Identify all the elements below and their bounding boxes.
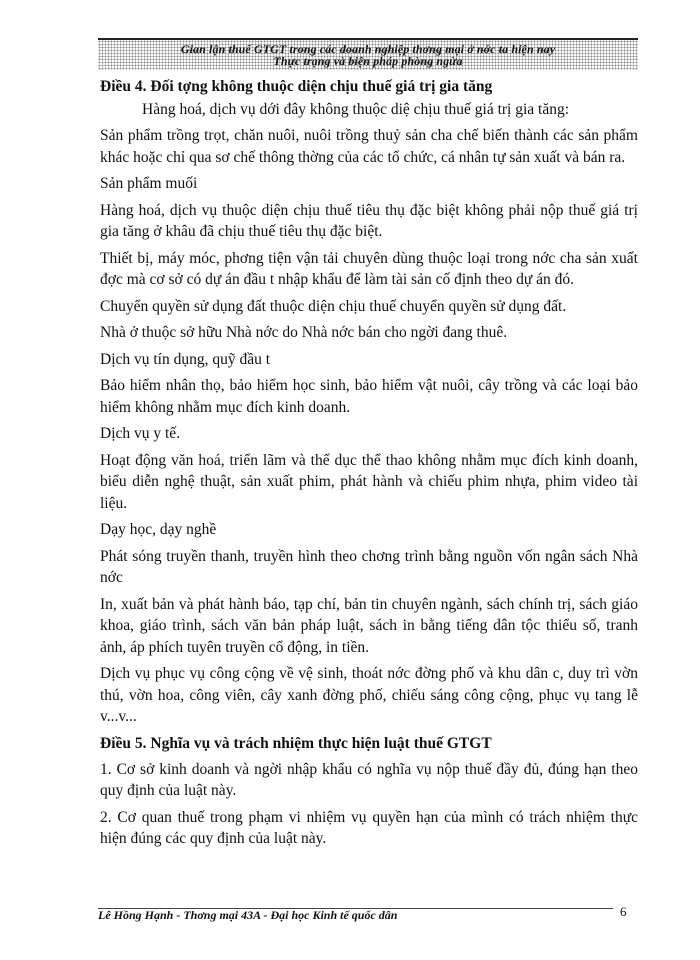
- article-4-item: Hoạt động văn hoá, triển lãm và thể dục thể thao không nhằm mục đích kinh doanh, biểu diễn nghệ thuật, sản xuất phim, phát hành và chiếu phim nhựa, phim video tài liệu.: [100, 451, 638, 512]
- article-4-item: Dịch vụ tín dụng, quỹ đầu t: [100, 350, 271, 368]
- article-5-item: 1. Cơ sở kinh doanh và ngời nhập khẩu có nghĩa vụ nộp thuế đầy đủ, đúng hạn theo quy định của luật này.: [100, 760, 638, 799]
- article-4-item: Chuyển quyền sử dụng đất thuộc diện chịu thuế chuyển quyền sử dụng đất.: [100, 297, 567, 315]
- article-4-item: Dịch vụ phục vụ công cộng về vệ sinh, thoát nớc đờng phố và khu dân c, duy trì vờn thú, vờn hoa, công viên, cây xanh đờng phố, chiếu sáng công cộng, phục vụ tang lễ v...v...: [100, 665, 638, 725]
- article-4-item: Dạy học, dạy nghề: [100, 521, 217, 538]
- article-4-item: Bảo hiểm nhân thọ, bảo hiểm học sinh, bảo hiểm vật nuôi, cây trồng và các loại bảo hiểm không nhằm mục đích kinh doanh.: [100, 377, 638, 416]
- article-4-item: Phát sóng truyền thanh, truyền hình theo chơng trình bằng nguồn vốn ngân sách Nhà nớc: [100, 547, 638, 586]
- article-5-heading: Điều 5. Nghĩa vụ và trách nhiệm thực hiện luật thuế GTGT: [100, 734, 492, 752]
- article-4-intro: Hàng hoá, dịch vụ dới đây không thuộc diệ chịu thuế giá trị gia tăng:: [142, 101, 570, 118]
- article-4-item: Dịch vụ y tế.: [100, 425, 181, 442]
- article-4-item: Nhà ở thuộc sở hữu Nhà nớc do Nhà nớc bán cho ngời đang thuê.: [100, 324, 508, 341]
- article-4-item: In, xuất bản và phát hành báo, tạp chí, bản tin chuyên ngành, sách chính trị, sách giáo khoa, giáo trình, sách văn bản pháp luật, sách in bằng tiếng dân tộc thiểu số, tranh ảnh, áp phích tuyên truyền cổ động, in tiền.: [100, 595, 638, 656]
- article-4-item: Sản phẩm trồng trọt, chăn nuôi, nuôi trồng thuỷ sản cha chế biến thành các sản phẩm khác hoặc chỉ qua sơ chế thông thờng của các tổ chức, cá nhân tự sản xuất và bán ra.: [100, 127, 638, 166]
- document-body: [100, 76, 638, 850]
- header-title-line-1: Gian lận thuế GTGT trong các doanh nghiệp thơng mại ở nớc ta hiện nay: [180, 42, 556, 56]
- article-4-item: Hàng hoá, dịch vụ thuộc diện chịu thuế tiêu thụ đặc biệt không phải nộp thuế giá trị gia tăng ở khâu đã chịu thuế tiêu thụ đặc biệt.: [100, 201, 638, 240]
- article-5-item: 2. Cơ quan thuế trong phạm vi nhiệm vụ quyền hạn của mình có trách nhiệm thực hiện đúng các quy định của luật này.: [100, 808, 638, 847]
- article-4-heading: Điều 4. Đối tợng không thuộc diện chịu thuế giá trị gia tăng: [100, 78, 493, 95]
- running-header: [98, 38, 638, 70]
- footer-author: Lê Hồng Hạnh - Thơng mại 43A - Đại học Kinh tế quốc dân: [98, 908, 398, 922]
- page-number: 6: [620, 904, 627, 919]
- article-4-item: Thiết bị, máy móc, phơng tiện vận tải chuyên dùng thuộc loại trong nớc cha sản xuất đợc mà cơ sở có dự án đầu t nhập khẩu để làm tài sản cố định theo dự án đó.: [100, 249, 638, 288]
- header-title-line-2: Thực trạng và biện pháp phòng ngừa: [273, 54, 463, 68]
- article-4-item: Sản phẩm muối: [100, 175, 198, 192]
